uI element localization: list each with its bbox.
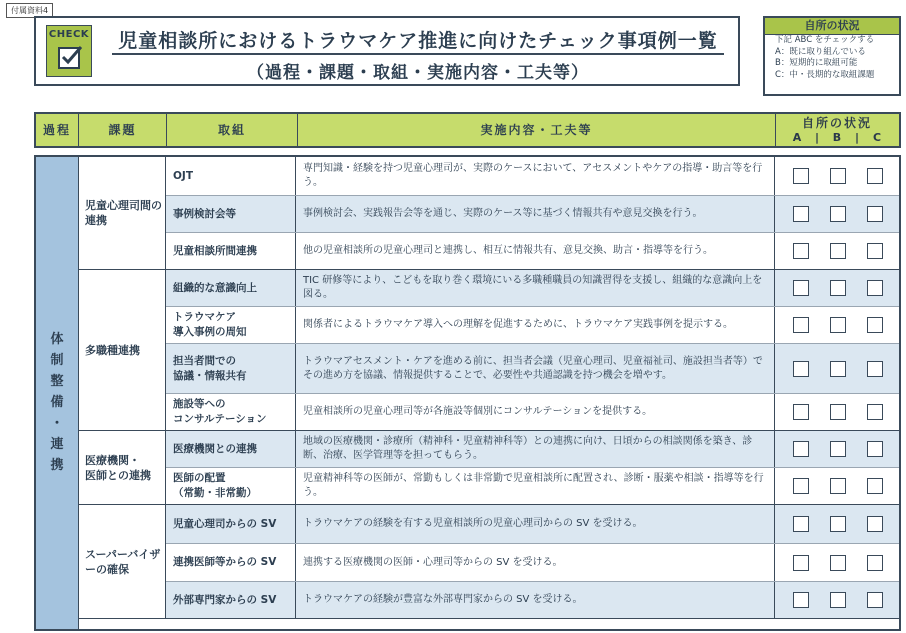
initiative-cell	[166, 468, 296, 504]
checkbox-c[interactable]	[867, 280, 883, 296]
checkbox-b[interactable]	[830, 516, 846, 532]
header-issue: 課題	[108, 123, 137, 137]
checkbox-b[interactable]	[830, 168, 846, 184]
issue-cell	[79, 270, 166, 431]
checkbox-c[interactable]	[867, 206, 883, 222]
content-text: 他の児童相談所の児童心理司と連携し、相互に情報共有、意見交換、助言・指導等を行う。	[303, 245, 713, 256]
checkbox-c[interactable]	[867, 592, 883, 608]
checkbox-b[interactable]	[830, 361, 846, 377]
page-title: 児童相談所におけるトラウマケア推進に向けたチェック事項例一覧	[118, 30, 718, 52]
issue-label: スーパーバイザーの確保	[85, 547, 161, 576]
status-legend-line: A：既に取り組んでいる	[775, 46, 866, 57]
initiative-cell	[166, 157, 296, 195]
checkbox-a[interactable]	[793, 206, 809, 222]
content-cell	[297, 394, 775, 430]
checklist-table	[34, 155, 901, 631]
header-content: 実施内容・工夫等	[480, 123, 593, 137]
header-process: 過程	[42, 123, 71, 137]
table-row	[166, 196, 899, 233]
checkbox-check-icon	[57, 44, 83, 70]
check-badge	[46, 25, 92, 77]
checkbox-c[interactable]	[867, 317, 883, 333]
content-cell	[297, 431, 775, 467]
checkbox-c[interactable]	[867, 168, 883, 184]
issue-cell	[79, 431, 166, 505]
status-checkboxes	[776, 431, 899, 467]
checkbox-a[interactable]	[793, 592, 809, 608]
checkbox-a[interactable]	[793, 478, 809, 494]
status-legend-header: 自所の状況	[765, 18, 899, 35]
checkbox-c[interactable]	[867, 441, 883, 457]
status-checkboxes	[776, 196, 899, 232]
issue-cell	[79, 505, 166, 619]
table-row	[166, 344, 899, 394]
content-text: 連携する医療機関の医師・心理司等からの SV を受ける。	[303, 556, 563, 568]
checkbox-b[interactable]	[830, 592, 846, 608]
checkbox-c[interactable]	[867, 555, 883, 571]
initiative-cell	[166, 307, 296, 343]
checkbox-c[interactable]	[867, 478, 883, 494]
checkbox-a[interactable]	[793, 168, 809, 184]
checkbox-b[interactable]	[830, 404, 846, 420]
content-text: トラウマケアの経験を有する児童相談所の児童心理司からの SV を受ける。	[303, 518, 643, 529]
checkbox-b[interactable]	[830, 478, 846, 494]
header-b: B	[832, 131, 842, 144]
content-cell	[297, 582, 775, 618]
process-cell	[36, 157, 79, 629]
initiative-label: 組織的な意識向上	[173, 281, 257, 294]
table-row	[166, 233, 899, 270]
initiative-cell	[166, 431, 296, 467]
checkbox-c[interactable]	[867, 516, 883, 532]
status-checkboxes	[776, 270, 899, 306]
initiative-label: 児童相談所間連携	[173, 244, 257, 257]
checkbox-b[interactable]	[830, 280, 846, 296]
table-row	[166, 270, 899, 307]
initiative-cell	[166, 233, 296, 269]
checkbox-b[interactable]	[830, 206, 846, 222]
content-text: 事例検討会、実践報告会等を通じ、実際のケース等に基づく情報共有や意見交換を行う。	[303, 208, 703, 219]
checkbox-b[interactable]	[830, 317, 846, 333]
initiative-label: 外部専門家からの SV	[173, 593, 277, 606]
initiative-cell	[166, 394, 296, 430]
status-checkboxes	[776, 505, 899, 543]
status-legend	[763, 16, 901, 96]
title-divider	[112, 53, 724, 55]
content-text: TIC 研修等により、こどもを取り巻く環境にいる多職種職員の知識習得を支援し、組織的な意識向上を図る。	[303, 275, 763, 300]
issue-label: 多職種連携	[85, 343, 140, 357]
attachment-tag: 付属資料4	[6, 3, 53, 18]
page-subtitle: （過程・課題・取組・実施内容・工夫等）	[247, 63, 589, 83]
checkbox-c[interactable]	[867, 243, 883, 259]
header-status: 自所の状況 A | B | C	[775, 114, 899, 146]
initiative-label: 児童心理司からの SV	[173, 517, 277, 530]
checkbox-b[interactable]	[830, 441, 846, 457]
content-text: 専門知識・経験を持つ児童心理司が、実際のケースにおいて、アセスメントやケアの指導・助言等を行う。	[303, 163, 763, 188]
content-cell	[297, 505, 775, 543]
table-row	[166, 544, 899, 582]
checkbox-a[interactable]	[793, 441, 809, 457]
table-row	[166, 157, 899, 196]
initiative-label: 医師の配置 （常勤・非常勤）	[173, 472, 257, 499]
content-cell	[297, 233, 775, 269]
header-c: C	[872, 131, 882, 144]
content-text: 関係者によるトラウマケア導入への理解を促進するために、トラウマケア実践事例を提示する。	[303, 319, 733, 330]
initiative-label: 連携医師等からの SV	[173, 556, 277, 568]
table-row	[166, 468, 899, 505]
table-header	[34, 112, 901, 148]
checkbox-a[interactable]	[793, 280, 809, 296]
table-row	[166, 582, 899, 619]
status-legend-line: 下記 ABC をチェックする	[775, 35, 875, 45]
content-cell	[297, 344, 775, 393]
content-cell	[297, 307, 775, 343]
content-text: 地域の医療機関・診療所（精神科・児童精神科等）との連携に向け、日頃からの相談関係を築き、診断、治療、医学管理等を担ってもらう。	[303, 436, 753, 461]
header-initiative: 取組	[217, 123, 246, 137]
table-row	[166, 394, 899, 431]
initiative-cell	[166, 196, 296, 232]
initiative-cell	[166, 270, 296, 306]
initiative-label: 医療機関との連携	[173, 442, 257, 455]
checkbox-a[interactable]	[793, 361, 809, 377]
initiative-label: 担当者間での 協議・情報共有	[173, 354, 247, 382]
check-badge-label: CHECK	[48, 29, 90, 40]
initiative-cell	[166, 582, 296, 618]
content-text: トラウマケアの経験が豊富な外部専門家からの SV を受ける。	[303, 594, 583, 605]
table-row	[166, 505, 899, 544]
issue-label: 医療機関・ 医師との連携	[85, 453, 151, 482]
status-checkboxes	[776, 307, 899, 343]
content-text: 児童相談所の児童心理司等が各施設等個別にコンサルテーションを提供する。	[303, 406, 653, 417]
content-cell	[297, 468, 775, 504]
table-row	[166, 431, 899, 468]
issue-label: 児童心理司間の連携	[85, 199, 162, 227]
process-label: 体 制 整 備 ・ 連 携	[50, 332, 64, 473]
initiative-cell	[166, 544, 296, 581]
checkbox-a[interactable]	[793, 317, 809, 333]
status-legend-line: B：短期的に取組可能	[775, 58, 858, 68]
status-checkboxes	[776, 468, 899, 504]
content-cell	[297, 157, 775, 195]
status-checkboxes	[776, 582, 899, 618]
checkbox-a[interactable]	[793, 243, 809, 259]
checkbox-a[interactable]	[793, 555, 809, 571]
content-cell	[297, 544, 775, 581]
initiative-cell	[166, 505, 296, 543]
status-checkboxes	[776, 544, 899, 581]
content-cell	[297, 270, 775, 306]
table-row	[166, 307, 899, 344]
status-checkboxes	[776, 344, 899, 393]
issue-cell	[79, 157, 166, 270]
content-cell	[297, 196, 775, 232]
checkbox-b[interactable]	[830, 243, 846, 259]
checkbox-a[interactable]	[793, 404, 809, 420]
status-legend-line: C：中・長期的な取組課題	[775, 69, 875, 80]
initiative-label: OJT	[173, 169, 193, 182]
checkbox-c[interactable]	[867, 361, 883, 377]
checkbox-b[interactable]	[830, 555, 846, 571]
status-checkboxes	[776, 157, 899, 195]
initiative-label: 事例検討会等	[173, 207, 236, 220]
checkbox-a[interactable]	[793, 516, 809, 532]
initiative-label: トラウマケア 導入事例の周知	[173, 311, 247, 338]
header-a: A	[792, 131, 802, 144]
status-checkboxes	[776, 394, 899, 430]
header-status-label: 自所の状況	[801, 116, 872, 130]
content-text: 児童精神科等の医師が、常勤もしくは非常勤で児童相談所に配置され、診断・服薬や相談・指導等を行う。	[303, 473, 764, 498]
title-box	[34, 16, 740, 86]
content-text: トラウマアセスメント・ケアを進める前に、担当者会議（児童心理司、児童福祉司、施設担当者等）でその進め方を協議、情報提供することで、必要性や共通認識を持つ機会を増やす。	[303, 355, 763, 381]
initiative-cell	[166, 344, 296, 393]
initiative-label: 施設等への コンサルテーション	[173, 398, 267, 425]
status-checkboxes	[776, 233, 899, 269]
checkbox-c[interactable]	[867, 404, 883, 420]
